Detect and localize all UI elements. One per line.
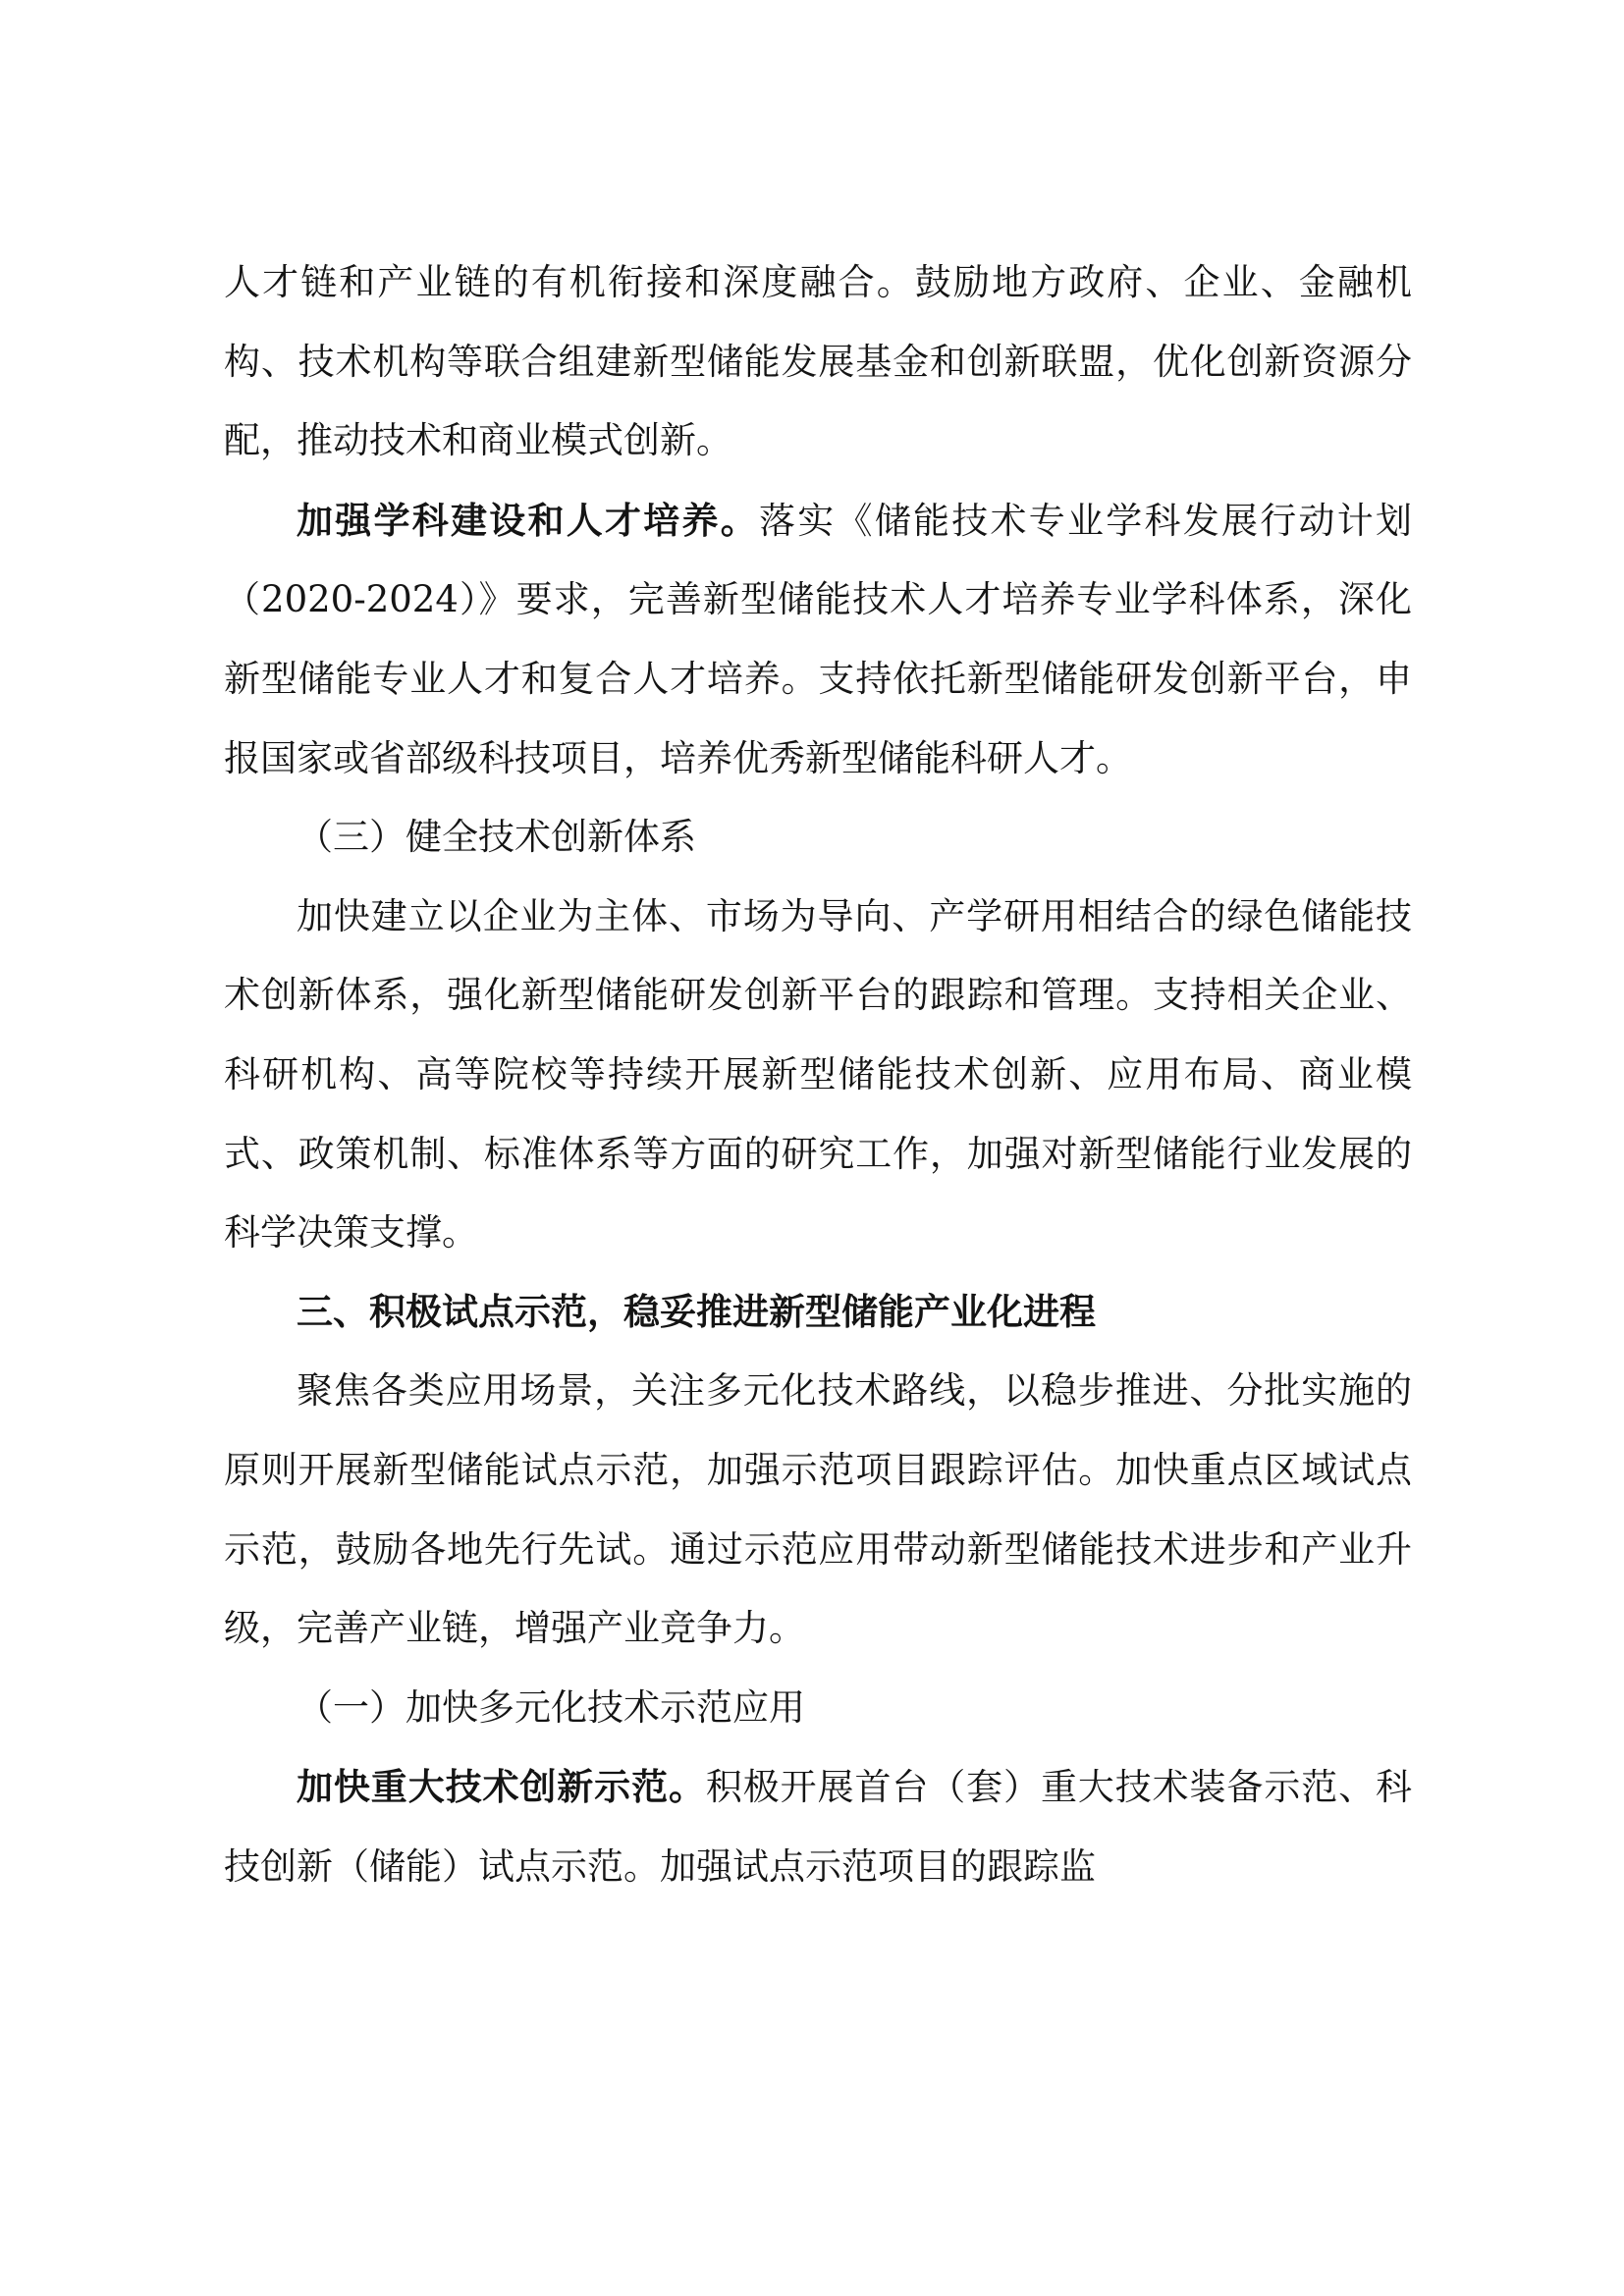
paragraph-text: 加快建立以企业为主体、市场为导向、产学研用相结合的绿色储能技术创新体系，强化新型储能研发创新平台的跟踪和管理。支持相关企业、科研机构、高等院校等持续开展新型储能技术创新、应用布局、商业模式、政策机制、标准体系等方面的研究工作，加强对新型储能行业发展的科学决策支撑。 <box>224 894 1412 1255</box>
section-subheading-1 <box>224 1669 1412 1748</box>
subheading-text: （一）加快多元化技术示范应用 <box>297 1685 805 1729</box>
paragraph-lead: 加强学科建设和人才培养。 <box>297 498 759 542</box>
document-body <box>224 243 1412 1906</box>
heading-text: 三、积极试点示范，稳妥推进新型储能产业化进程 <box>297 1290 1096 1333</box>
paragraph-discipline-talent <box>224 481 1412 798</box>
paragraph-text: 人才链和产业链的有机衔接和深度融合。鼓励地方政府、企业、金融机构、技术机构等联合组建新型储能发展基金和创新联盟，优化创新资源分配，推动技术和商业模式创新。 <box>224 261 1412 462</box>
subheading-text: （三）健全技术创新体系 <box>297 816 696 859</box>
paragraph-text: 积极开展首台（套）重大技术装备示范、科技创新（储能）试点示范。加强试点示范项目的跟踪监 <box>224 1766 1413 1888</box>
paragraph-major-tech-demo <box>224 1747 1412 1906</box>
paragraph-continuation <box>224 243 1412 481</box>
paragraph-innovation-system <box>224 878 1412 1273</box>
section-subheading-3 <box>224 798 1412 878</box>
section-heading-3 <box>224 1273 1412 1353</box>
paragraph-text: 聚焦各类应用场景，关注多元化技术路线，以稳步推进、分批实施的原则开展新型储能试点示范，加强示范项目跟踪评估。加快重点区域试点示范，鼓励各地先行先试。通过示范应用带动新型储能技术进步和产业升级，完善产业链，增强产业竞争力。 <box>224 1369 1412 1650</box>
paragraph-pilot-demo <box>224 1352 1412 1668</box>
paragraph-lead: 加快重大技术创新示范。 <box>297 1765 706 1809</box>
paragraph-text: 落实《储能技术专业学科发展行动计划（2020-2024）》要求，完善新型储能技术人才培养专业学科体系，深化新型储能专业人才和复合人才培养。支持依托新型储能研发创新平台，申报国家或省部级科技项目，培养优秀新型储能科研人才。 <box>224 499 1412 779</box>
